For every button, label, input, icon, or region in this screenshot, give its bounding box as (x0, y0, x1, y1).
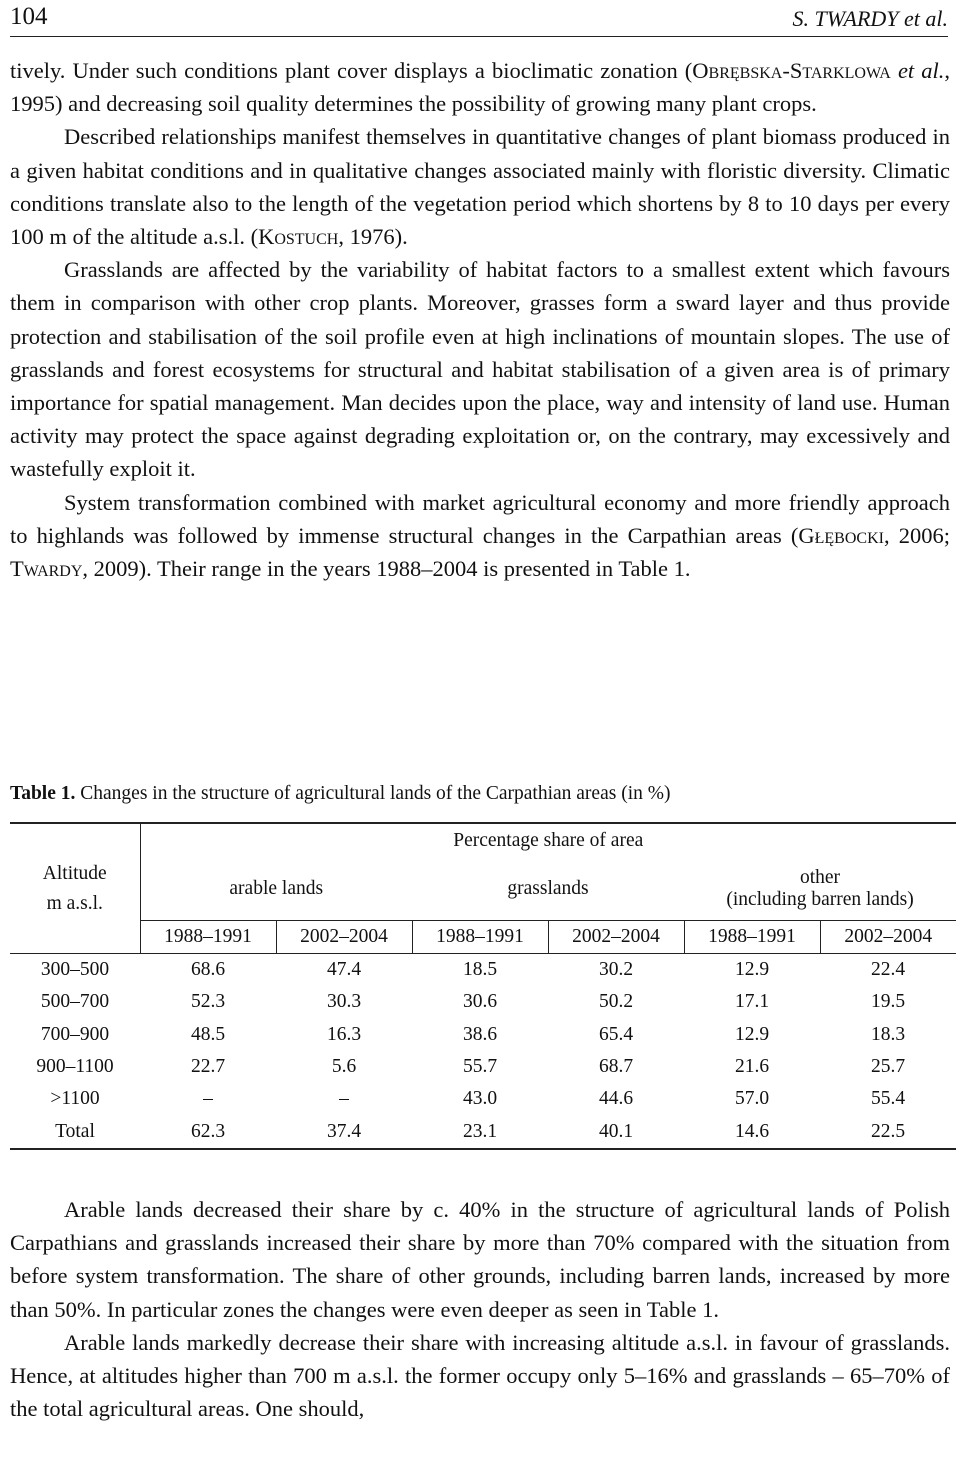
value-cell: 40.1 (548, 1115, 684, 1148)
paragraph: System transformation combined with market agricultural economy and more friendly approach to highlands was followed by immense structural changes in the Carpathian areas (Głębocki, 2006; Twardy, 2009). Their range in the years 1988–2004 is presented in Table 1. (10, 489, 950, 582)
value-cell: 57.0 (734, 1088, 770, 1110)
paragraph: tively. Under such conditions plant cover displays a bioclimatic zonation (Obrębska-Starklowa et al., 1995) and decreasing soil quality determines the possibility of growing many plant crops. (10, 58, 951, 117)
value-cell: 30.3 (326, 991, 362, 1013)
value-cell: 68.6 (190, 959, 226, 981)
altitude-cell: 500–700 (40, 991, 110, 1013)
value-cell: 55.7 (462, 1056, 498, 1078)
group-header: Percentage share of area (140, 823, 956, 858)
value-cell: 17.1 (734, 991, 770, 1013)
altitude-cell: >1100 (50, 1088, 100, 1110)
value-cell: 38.6 (462, 1023, 498, 1045)
altitude-cell: 900–1100 (36, 1056, 114, 1078)
table-row (10, 954, 956, 987)
body-text-top (10, 54, 950, 585)
paragraph: Arable lands markedly decrease their share with increasing altitude a.s.l. in favour of grasslands. Hence, at altitudes higher than 700 m a.s.l. the former occupy only 5–16% and grasslands – 65–70% of the total agricultural areas. One should, (10, 1329, 950, 1422)
paragraph: Described relationships manifest themselves in quantitative changes of plant biomass produced in a given habitat conditions and in qualitative changes associated mainly with floristic diversity. Climatic conditions translate also to the length of the vegetation period which shortens by 8 to 10 days per every 100 m of the altitude a.s.l. (Kostuch, 1976). (10, 124, 950, 250)
value-cell: 16.3 (326, 1023, 362, 1045)
paragraph: Arable lands decreased their share by c. 40% in the structure of agricultural lands of Polish Carpathians and grasslands increased their share by more than 70% compared with the situation from before system transformation. The share of other grounds, including barren lands, increased by more than 50%. In particular zones the changes were even deeper as seen in Table 1. (10, 1197, 950, 1322)
value-cell: 14.6 (684, 1115, 820, 1148)
value-cell: 22.7 (190, 1056, 226, 1078)
period-header: 1988–1991 (412, 921, 548, 954)
value-cell: 22.5 (820, 1115, 956, 1148)
page-header (10, 2, 948, 37)
table-row (10, 1019, 956, 1051)
value-cell: 68.7 (598, 1056, 634, 1078)
value-cell: 48.5 (190, 1023, 226, 1045)
table-row-total (10, 1115, 956, 1148)
body-text-bottom (10, 1193, 950, 1425)
value-cell: – (339, 1088, 349, 1110)
value-cell: 37.4 (276, 1115, 412, 1148)
altitude-cell: 700–900 (40, 1023, 110, 1045)
value-cell: 5.6 (331, 1056, 357, 1078)
col-group-grasslands: grasslands (412, 858, 684, 921)
period-header: 2002–2004 (548, 921, 684, 954)
value-cell: 18.5 (462, 959, 498, 981)
value-cell: – (203, 1088, 213, 1110)
period-header: 1988–1991 (140, 921, 276, 954)
value-cell: 62.3 (140, 1115, 276, 1148)
value-cell: 65.4 (598, 1023, 634, 1045)
running-head: S. TWARDY et al. (792, 6, 948, 31)
value-cell: 22.4 (870, 959, 906, 981)
data-table (10, 822, 956, 1150)
value-cell: 30.2 (598, 959, 634, 981)
table-caption-text: Changes in the structure of agricultural lands of the Carpathian areas (in %) (75, 783, 671, 804)
table-caption (10, 781, 950, 807)
value-cell: 43.0 (462, 1088, 498, 1110)
period-header: 2002–2004 (276, 921, 412, 954)
table-label: Table 1. (10, 783, 76, 804)
altitude-cell: 300–500 (40, 959, 110, 981)
value-cell: 52.3 (190, 991, 226, 1013)
value-cell: 55.4 (870, 1088, 906, 1110)
value-cell: 21.6 (734, 1056, 770, 1078)
paragraph: Grasslands are affected by the variability of habitat factors to a smallest extent which favours them in comparison with other crop plants. Moreover, grasses form a sward layer and thus provide protection and stabilisation of the soil profile even at high inclinations of mountain slopes. The use of grasslands and forest ecosystems for structural and habitat stabilisation of a given area is of primary importance for spatial management. Man decides upon the place, way and intensity of land use. Human activity may protect the space against degrading exploitation or, on the contrary, may excessively and wastefully exploit it. (10, 257, 950, 482)
page-number: 104 (10, 3, 48, 30)
table-row (10, 1083, 956, 1115)
value-cell: 25.7 (870, 1056, 906, 1078)
value-cell: 44.6 (598, 1088, 634, 1110)
col-group-arable: arable lands (140, 858, 412, 921)
value-cell: 12.9 (734, 1023, 770, 1045)
value-cell: 18.3 (870, 1023, 906, 1045)
altitude-header: Altitude m a.s.l. (10, 823, 140, 954)
value-cell: 47.4 (326, 959, 362, 981)
value-cell: 30.6 (462, 991, 498, 1013)
col-group-other: other (including barren lands) (684, 858, 956, 921)
value-cell: 19.5 (870, 991, 906, 1013)
value-cell: 50.2 (598, 991, 634, 1013)
table-row (10, 1051, 956, 1083)
altitude-cell: Total (10, 1115, 140, 1148)
period-header: 2002–2004 (820, 921, 956, 954)
value-cell: 23.1 (412, 1115, 548, 1148)
period-header: 1988–1991 (684, 921, 820, 954)
table-row (10, 986, 956, 1018)
value-cell: 12.9 (734, 959, 770, 981)
